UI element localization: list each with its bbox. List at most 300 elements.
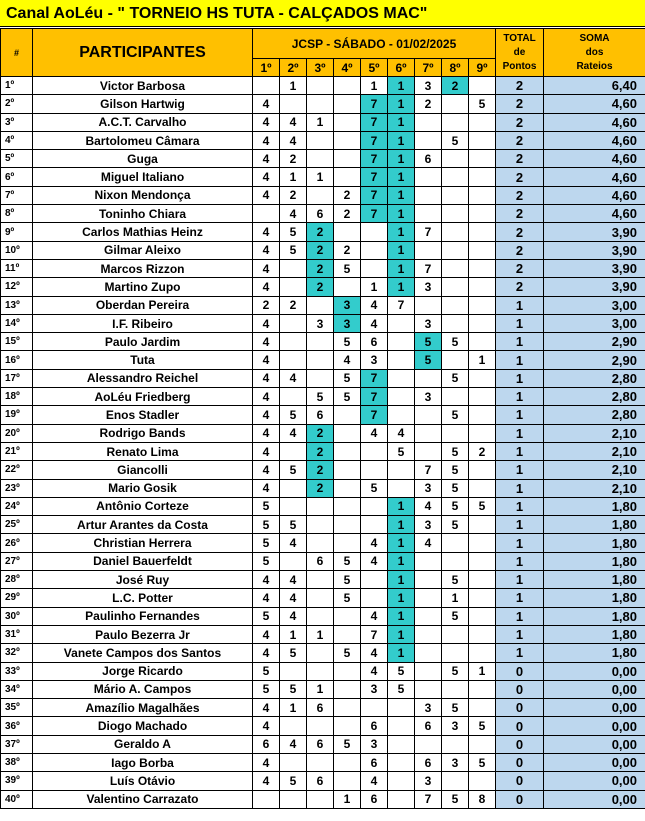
pick-cell-race-2: 4	[280, 589, 307, 607]
pick-cell-race-7: 4	[415, 534, 442, 552]
pick-cell-race-8: 5	[442, 333, 469, 351]
pick-cell-race-6: 5	[388, 680, 415, 698]
rank-cell: 18º	[1, 388, 33, 406]
rank-cell: 26º	[1, 534, 33, 552]
pick-cell-race-7	[415, 296, 442, 314]
pick-cell-race-3	[307, 497, 334, 515]
pick-cell-race-9	[469, 241, 496, 259]
total-points-cell: 2	[496, 186, 544, 204]
pick-cell-race-6: 4	[388, 424, 415, 442]
total-header-line: de	[513, 46, 526, 58]
pick-cell-race-4: 2	[334, 241, 361, 259]
pick-cell-race-6	[388, 351, 415, 369]
participant-name: Diogo Machado	[33, 717, 253, 735]
soma-rateios-cell: 0,00	[544, 772, 645, 790]
participant-name: Oberdan Pereira	[33, 296, 253, 314]
pick-cell-race-6: 5	[388, 662, 415, 680]
pick-cell-race-7	[415, 607, 442, 625]
pick-cell-race-2	[280, 662, 307, 680]
soma-rateios-cell: 1,80	[544, 516, 645, 534]
pick-cell-race-2: 4	[280, 571, 307, 589]
pick-cell-race-6: 1	[388, 516, 415, 534]
pick-cell-race-2: 1	[280, 168, 307, 186]
pick-cell-race-3: 1	[307, 113, 334, 131]
rank-cell: 19º	[1, 406, 33, 424]
pick-cell-race-2	[280, 753, 307, 771]
participant-name: Antônio Corteze	[33, 497, 253, 515]
participant-name: Valentino Carrazato	[33, 790, 253, 808]
pick-cell-race-1: 5	[253, 680, 280, 698]
pick-cell-race-5: 4	[361, 662, 388, 680]
pick-cell-race-5: 4	[361, 644, 388, 662]
soma-rateios-cell: 0,00	[544, 735, 645, 753]
pick-cell-race-1: 4	[253, 259, 280, 277]
pick-cell-race-6: 1	[388, 644, 415, 662]
rank-cell: 25º	[1, 516, 33, 534]
pick-cell-race-3	[307, 351, 334, 369]
pick-cell-race-6	[388, 388, 415, 406]
pick-cell-race-5	[361, 589, 388, 607]
pick-cell-race-7	[415, 369, 442, 387]
pick-cell-race-1: 5	[253, 662, 280, 680]
total-points-cell: 1	[496, 442, 544, 460]
soma-rateios-cell: 4,60	[544, 95, 645, 113]
race-header-7: 7º	[415, 59, 442, 77]
rank-header: #	[1, 29, 33, 77]
table-row	[1, 95, 645, 113]
soma-rateios-cell: 2,80	[544, 388, 645, 406]
pick-cell-race-8	[442, 552, 469, 570]
pick-cell-race-1: 4	[253, 223, 280, 241]
pick-cell-race-9	[469, 461, 496, 479]
soma-rateios-cell: 2,10	[544, 424, 645, 442]
pick-cell-race-7: 6	[415, 753, 442, 771]
total-points-cell: 1	[496, 388, 544, 406]
table-row	[1, 625, 645, 643]
pick-cell-race-6: 1	[388, 625, 415, 643]
soma-rateios-cell: 4,60	[544, 150, 645, 168]
pick-cell-race-5: 4	[361, 296, 388, 314]
rank-cell: 16º	[1, 351, 33, 369]
pick-cell-race-5: 3	[361, 351, 388, 369]
race-header-6: 6º	[388, 59, 415, 77]
pick-cell-race-1: 4	[253, 95, 280, 113]
total-points-cell: 1	[496, 479, 544, 497]
pick-cell-race-6	[388, 479, 415, 497]
participant-name: AoLéu Friedberg	[33, 388, 253, 406]
soma-rateios-cell: 3,00	[544, 314, 645, 332]
participant-name: Gilmar Aleixo	[33, 241, 253, 259]
pick-cell-race-2	[280, 259, 307, 277]
soma-rateios-cell: 3,90	[544, 241, 645, 259]
pick-cell-race-4	[334, 442, 361, 460]
pick-cell-race-5: 7	[361, 388, 388, 406]
pick-cell-race-5: 6	[361, 790, 388, 808]
pick-cell-race-9	[469, 223, 496, 241]
pick-cell-race-8: 1	[442, 589, 469, 607]
pick-cell-race-8	[442, 625, 469, 643]
pick-cell-race-5: 7	[361, 150, 388, 168]
table-row	[1, 113, 645, 131]
race-header-2: 2º	[280, 59, 307, 77]
pick-cell-race-2	[280, 333, 307, 351]
rank-cell: 8º	[1, 205, 33, 223]
pick-cell-race-3: 6	[307, 552, 334, 570]
pick-cell-race-9	[469, 131, 496, 149]
pick-cell-race-1: 2	[253, 296, 280, 314]
total-points-cell: 1	[496, 314, 544, 332]
pick-cell-race-9	[469, 680, 496, 698]
pick-cell-race-9	[469, 479, 496, 497]
pick-cell-race-3	[307, 77, 334, 95]
pick-cell-race-1: 5	[253, 497, 280, 515]
pick-cell-race-6: 1	[388, 534, 415, 552]
pick-cell-race-2: 5	[280, 644, 307, 662]
pick-cell-race-8	[442, 735, 469, 753]
participant-name: Bartolomeu Câmara	[33, 131, 253, 149]
total-points-cell: 1	[496, 369, 544, 387]
pick-cell-race-6	[388, 369, 415, 387]
pick-cell-race-4: 3	[334, 296, 361, 314]
pick-cell-race-4: 1	[334, 790, 361, 808]
pick-cell-race-4	[334, 625, 361, 643]
pick-cell-race-7: 3	[415, 772, 442, 790]
pick-cell-race-5: 5	[361, 479, 388, 497]
table-row	[1, 278, 645, 296]
total-points-cell: 1	[496, 333, 544, 351]
pick-cell-race-2	[280, 95, 307, 113]
rank-cell: 35º	[1, 699, 33, 717]
total-points-cell: 2	[496, 259, 544, 277]
pick-cell-race-4	[334, 699, 361, 717]
pick-cell-race-6: 1	[388, 571, 415, 589]
soma-rateios-cell: 3,90	[544, 278, 645, 296]
race-header-1: 1º	[253, 59, 280, 77]
table-row	[1, 790, 645, 808]
pick-cell-race-1: 5	[253, 607, 280, 625]
pick-cell-race-3	[307, 753, 334, 771]
soma-header-line: SOMA	[579, 32, 610, 44]
participant-name: Martino Zupo	[33, 278, 253, 296]
pick-cell-race-7: 3	[415, 479, 442, 497]
pick-cell-race-5	[361, 461, 388, 479]
pick-cell-race-3: 1	[307, 168, 334, 186]
pick-cell-race-4	[334, 223, 361, 241]
pick-cell-race-6: 1	[388, 150, 415, 168]
table-row	[1, 442, 645, 460]
pick-cell-race-2: 4	[280, 131, 307, 149]
pick-cell-race-3	[307, 717, 334, 735]
pick-cell-race-4: 5	[334, 259, 361, 277]
pick-cell-race-6	[388, 717, 415, 735]
rank-cell: 11º	[1, 259, 33, 277]
participant-name: Artur Arantes da Costa	[33, 516, 253, 534]
pick-cell-race-7	[415, 625, 442, 643]
pick-cell-race-2: 1	[280, 77, 307, 95]
pick-cell-race-2: 5	[280, 223, 307, 241]
rank-cell: 14º	[1, 314, 33, 332]
pick-cell-race-3: 2	[307, 223, 334, 241]
total-points-cell: 0	[496, 790, 544, 808]
results-body	[1, 77, 645, 809]
pick-cell-race-5: 7	[361, 369, 388, 387]
table-row	[1, 644, 645, 662]
soma-header-line: dos	[585, 46, 604, 58]
participant-name: Tuta	[33, 351, 253, 369]
participant-name: Jorge Ricardo	[33, 662, 253, 680]
soma-rateios-cell: 1,80	[544, 571, 645, 589]
soma-rateios-cell: 4,60	[544, 113, 645, 131]
pick-cell-race-9	[469, 186, 496, 204]
race-header-4: 4º	[334, 59, 361, 77]
pick-cell-race-4	[334, 772, 361, 790]
pick-cell-race-9: 2	[469, 442, 496, 460]
pick-cell-race-3	[307, 589, 334, 607]
pick-cell-race-9	[469, 699, 496, 717]
pick-cell-race-5: 1	[361, 278, 388, 296]
pick-cell-race-1: 4	[253, 150, 280, 168]
pick-cell-race-8	[442, 150, 469, 168]
pick-cell-race-4	[334, 479, 361, 497]
page-title: Canal AoLéu - " TORNEIO HS TUTA - CALÇADOS MAC"	[0, 0, 645, 27]
pick-cell-race-3: 6	[307, 772, 334, 790]
total-points-header	[496, 29, 544, 77]
pick-cell-race-9	[469, 625, 496, 643]
pick-cell-race-1: 4	[253, 753, 280, 771]
pick-cell-race-8: 2	[442, 77, 469, 95]
pick-cell-race-4: 3	[334, 314, 361, 332]
pick-cell-race-6: 1	[388, 168, 415, 186]
pick-cell-race-5	[361, 241, 388, 259]
pick-cell-race-4: 5	[334, 589, 361, 607]
pick-cell-race-2: 5	[280, 516, 307, 534]
pick-cell-race-8	[442, 351, 469, 369]
participant-name: Daniel Bauerfeldt	[33, 552, 253, 570]
table-row	[1, 333, 645, 351]
pick-cell-race-2: 5	[280, 406, 307, 424]
pick-cell-race-7	[415, 113, 442, 131]
pick-cell-race-4	[334, 680, 361, 698]
pick-cell-race-2: 4	[280, 735, 307, 753]
pick-cell-race-3	[307, 369, 334, 387]
pick-cell-race-4	[334, 150, 361, 168]
pick-cell-race-7: 7	[415, 259, 442, 277]
participant-name: Amazílio Magalhães	[33, 699, 253, 717]
table-row	[1, 461, 645, 479]
pick-cell-race-4	[334, 461, 361, 479]
participant-name: Nixon Mendonça	[33, 186, 253, 204]
pick-cell-race-6	[388, 406, 415, 424]
pick-cell-race-9: 8	[469, 790, 496, 808]
pick-cell-race-9	[469, 424, 496, 442]
pick-cell-race-9: 5	[469, 95, 496, 113]
pick-cell-race-5: 4	[361, 607, 388, 625]
pick-cell-race-7: 7	[415, 790, 442, 808]
soma-rateios-cell: 2,10	[544, 461, 645, 479]
pick-cell-race-5: 4	[361, 314, 388, 332]
pick-cell-race-8	[442, 296, 469, 314]
total-points-cell: 2	[496, 205, 544, 223]
pick-cell-race-2: 2	[280, 296, 307, 314]
soma-rateios-cell: 0,00	[544, 753, 645, 771]
soma-rateios-cell: 0,00	[544, 790, 645, 808]
pick-cell-race-3: 5	[307, 388, 334, 406]
soma-rateios-cell: 4,60	[544, 205, 645, 223]
pick-cell-race-3	[307, 95, 334, 113]
total-points-cell: 1	[496, 296, 544, 314]
pick-cell-race-3: 2	[307, 461, 334, 479]
total-points-cell: 0	[496, 717, 544, 735]
participant-name: Paulinho Fernandes	[33, 607, 253, 625]
soma-header-line: Rateios	[576, 60, 613, 72]
pick-cell-race-6: 1	[388, 278, 415, 296]
participant-name: Marcos Rizzon	[33, 259, 253, 277]
pick-cell-race-5: 4	[361, 552, 388, 570]
pick-cell-race-2: 1	[280, 625, 307, 643]
pick-cell-race-7: 2	[415, 95, 442, 113]
pick-cell-race-5: 7	[361, 625, 388, 643]
total-points-cell: 0	[496, 735, 544, 753]
total-points-cell: 1	[496, 625, 544, 643]
total-header-line: TOTAL	[503, 32, 536, 44]
participant-name: I.F. Ribeiro	[33, 314, 253, 332]
pick-cell-race-1: 4	[253, 442, 280, 460]
pick-cell-race-1: 4	[253, 241, 280, 259]
total-header-line: Pontos	[502, 60, 537, 72]
rank-cell: 21º	[1, 442, 33, 460]
participant-name: L.C. Potter	[33, 589, 253, 607]
pick-cell-race-2	[280, 717, 307, 735]
rank-cell: 28º	[1, 571, 33, 589]
race-header-3: 3º	[307, 59, 334, 77]
total-points-cell: 2	[496, 241, 544, 259]
pick-cell-race-8	[442, 95, 469, 113]
pick-cell-race-4	[334, 131, 361, 149]
pick-cell-race-5: 7	[361, 186, 388, 204]
pick-cell-race-8: 5	[442, 790, 469, 808]
pick-cell-race-7: 3	[415, 699, 442, 717]
pick-cell-race-2: 2	[280, 186, 307, 204]
participant-name: Giancolli	[33, 461, 253, 479]
pick-cell-race-8: 5	[442, 369, 469, 387]
pick-cell-race-5: 7	[361, 113, 388, 131]
pick-cell-race-4	[334, 497, 361, 515]
rank-cell: 15º	[1, 333, 33, 351]
table-row	[1, 351, 645, 369]
pick-cell-race-9	[469, 168, 496, 186]
rank-cell: 33º	[1, 662, 33, 680]
pick-cell-race-3: 6	[307, 735, 334, 753]
participant-name: José Ruy	[33, 571, 253, 589]
pick-cell-race-1: 4	[253, 406, 280, 424]
table-row	[1, 314, 645, 332]
soma-rateios-cell: 1,80	[544, 607, 645, 625]
pick-cell-race-8: 5	[442, 406, 469, 424]
pick-cell-race-2: 5	[280, 241, 307, 259]
soma-rateios-cell: 6,40	[544, 77, 645, 95]
pick-cell-race-6	[388, 314, 415, 332]
pick-cell-race-1: 4	[253, 625, 280, 643]
pick-cell-race-1: 5	[253, 516, 280, 534]
pick-cell-race-6	[388, 790, 415, 808]
rank-cell: 20º	[1, 424, 33, 442]
table-row	[1, 388, 645, 406]
pick-cell-race-1: 4	[253, 424, 280, 442]
soma-rateios-cell: 0,00	[544, 680, 645, 698]
pick-cell-race-3: 2	[307, 259, 334, 277]
pick-cell-race-8: 5	[442, 571, 469, 589]
pick-cell-race-4: 5	[334, 333, 361, 351]
pick-cell-race-3	[307, 571, 334, 589]
pick-cell-race-2	[280, 351, 307, 369]
pick-cell-race-7	[415, 552, 442, 570]
race-header-8: 8º	[442, 59, 469, 77]
pick-cell-race-7	[415, 735, 442, 753]
pick-cell-race-3	[307, 607, 334, 625]
pick-cell-race-6: 1	[388, 552, 415, 570]
rank-cell: 40º	[1, 790, 33, 808]
table-row	[1, 552, 645, 570]
participant-name: Luís Otávio	[33, 772, 253, 790]
pick-cell-race-4	[334, 95, 361, 113]
total-points-cell: 1	[496, 644, 544, 662]
pick-cell-race-2: 4	[280, 534, 307, 552]
soma-rateios-cell: 4,60	[544, 168, 645, 186]
total-points-cell: 2	[496, 278, 544, 296]
pick-cell-race-2	[280, 497, 307, 515]
table-row	[1, 77, 645, 95]
pick-cell-race-1: 4	[253, 571, 280, 589]
participant-name: Vanete Campos dos Santos	[33, 644, 253, 662]
pick-cell-race-9	[469, 314, 496, 332]
total-points-cell: 0	[496, 772, 544, 790]
soma-rateios-cell: 4,60	[544, 131, 645, 149]
pick-cell-race-9	[469, 333, 496, 351]
pick-cell-race-6: 1	[388, 589, 415, 607]
pick-cell-race-2	[280, 552, 307, 570]
pick-cell-race-2	[280, 314, 307, 332]
pick-cell-race-7: 7	[415, 223, 442, 241]
table-row	[1, 607, 645, 625]
pick-cell-race-2: 5	[280, 772, 307, 790]
pick-cell-race-9	[469, 735, 496, 753]
rank-cell: 27º	[1, 552, 33, 570]
rank-cell: 6º	[1, 168, 33, 186]
pick-cell-race-5: 7	[361, 406, 388, 424]
pick-cell-race-5: 6	[361, 753, 388, 771]
pick-cell-race-4	[334, 753, 361, 771]
pick-cell-race-9	[469, 77, 496, 95]
pick-cell-race-1: 4	[253, 772, 280, 790]
pick-cell-race-7: 5	[415, 351, 442, 369]
pick-cell-race-4: 5	[334, 644, 361, 662]
table-row	[1, 735, 645, 753]
pick-cell-race-8: 5	[442, 607, 469, 625]
rank-cell: 17º	[1, 369, 33, 387]
rank-cell: 3º	[1, 113, 33, 131]
rank-cell: 9º	[1, 223, 33, 241]
results-table	[0, 28, 645, 809]
pick-cell-race-1: 5	[253, 552, 280, 570]
pick-cell-race-9: 1	[469, 351, 496, 369]
soma-rateios-cell: 2,80	[544, 369, 645, 387]
pick-cell-race-6: 1	[388, 186, 415, 204]
pick-cell-race-9	[469, 589, 496, 607]
rank-cell: 24º	[1, 497, 33, 515]
pick-cell-race-1: 4	[253, 186, 280, 204]
pick-cell-race-3: 6	[307, 406, 334, 424]
pick-cell-race-6: 1	[388, 241, 415, 259]
